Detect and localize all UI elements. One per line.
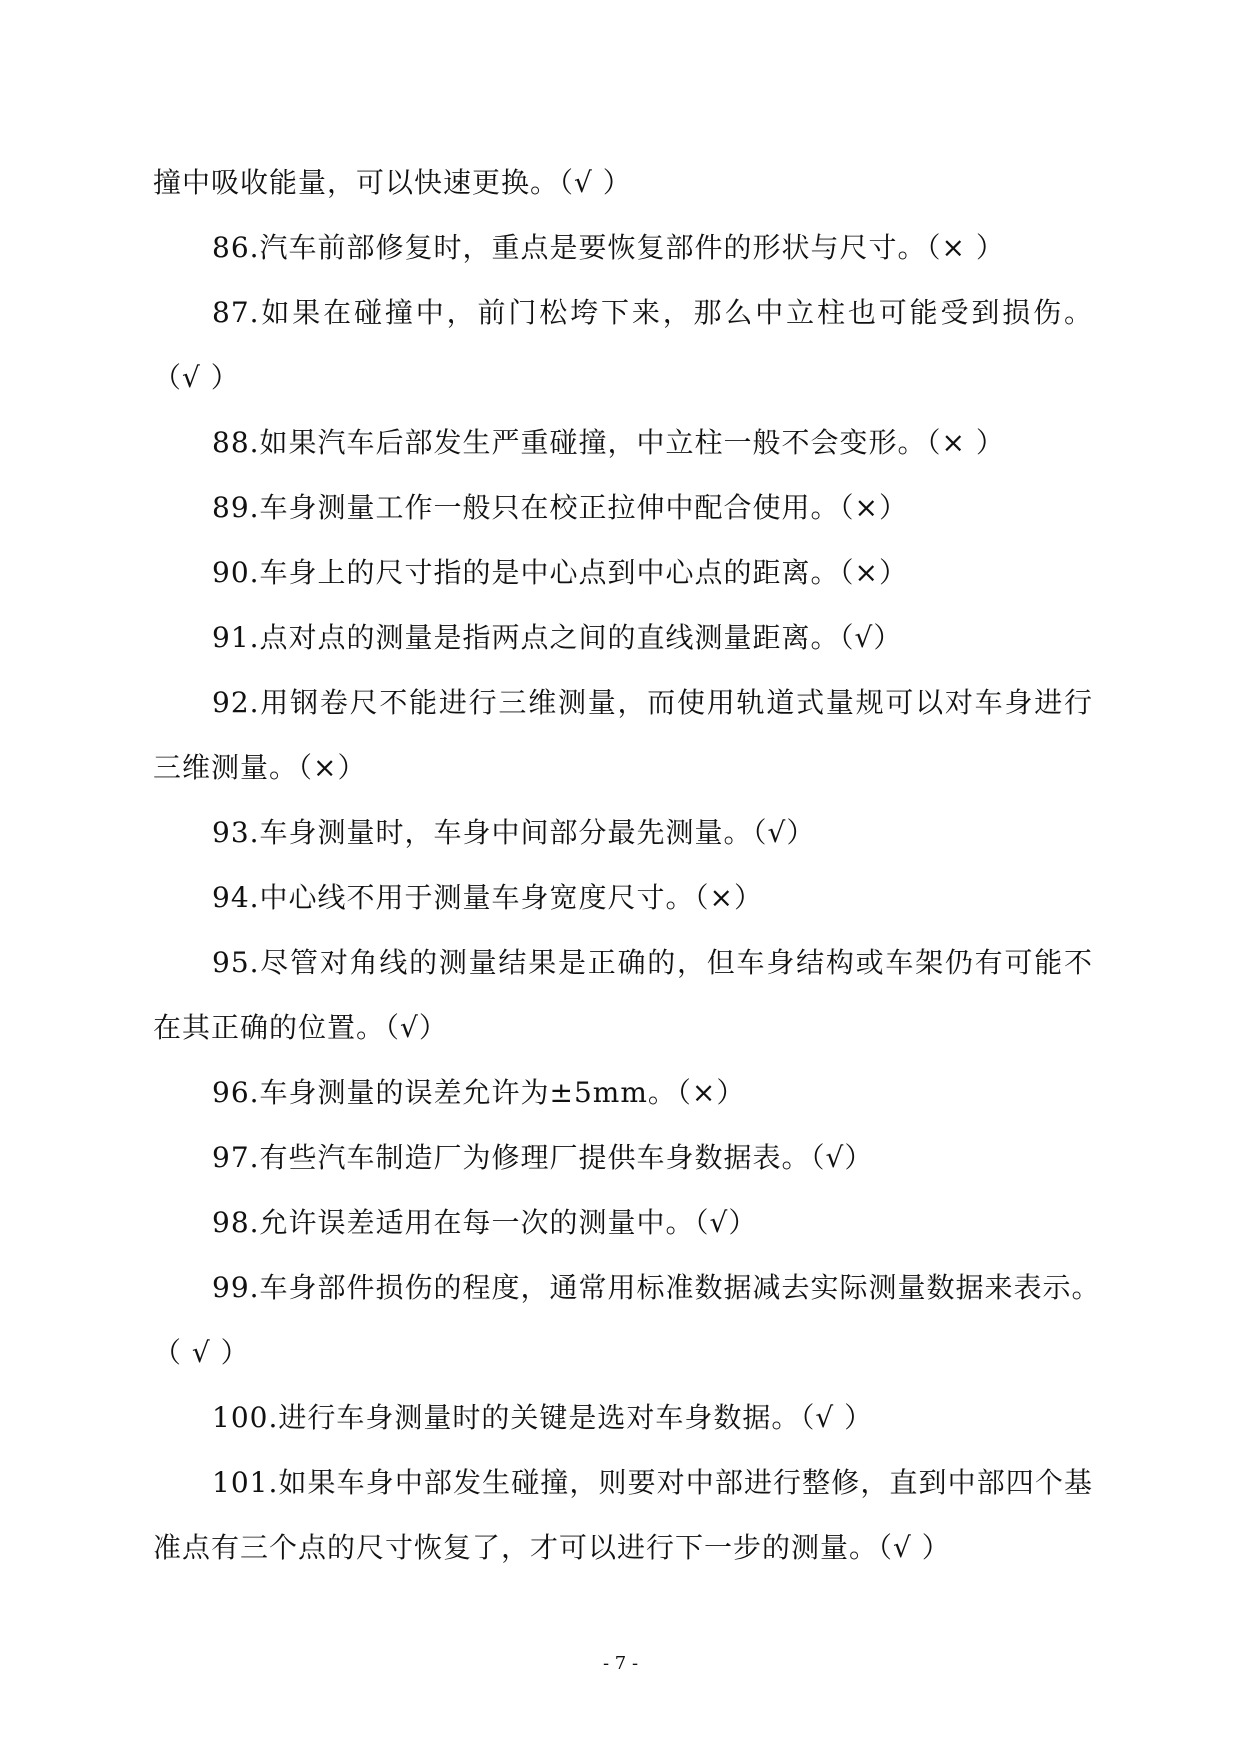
- question-92: 92.用钢卷尺不能进行三维测量，而使用轨道式量规可以对车身进行: [212, 686, 1093, 719]
- page-number: - 7 -: [602, 1653, 639, 1674]
- text-line: 撞中吸收能量，可以快速更换。（√ ）: [153, 166, 632, 199]
- question-87-answer: （√ ）: [153, 361, 240, 394]
- question-86: 86.汽车前部修复时，重点是要恢复部件的形状与尺寸。（× ）: [212, 231, 1005, 264]
- question-99: 99.车身部件损伤的程度，通常用标准数据减去实际测量数据来表示。: [212, 1271, 1101, 1304]
- question-101-continued: 准点有三个点的尺寸恢复了，才可以进行下一步的测量。（√ ）: [153, 1531, 951, 1564]
- question-99-answer: （ √ ）: [153, 1336, 250, 1369]
- question-96: 96.车身测量的误差允许为±5mm。（×）: [212, 1076, 746, 1109]
- question-92-continued: 三维测量。（×）: [153, 751, 367, 784]
- question-98: 98.允许误差适用在每一次的测量中。（√）: [212, 1206, 758, 1239]
- question-94: 94.中心线不用于测量车身宽度尺寸。（×）: [212, 881, 763, 914]
- question-89: 89.车身测量工作一般只在校正拉伸中配合使用。（×）: [212, 491, 908, 524]
- question-93: 93.车身测量时，车身中间部分最先测量。（√）: [212, 816, 816, 849]
- question-91: 91.点对点的测量是指两点之间的直线测量距离。（√）: [212, 621, 903, 654]
- question-90: 90.车身上的尺寸指的是中心点到中心点的距离。（×）: [212, 556, 908, 589]
- question-87: 87.如果在碰撞中，前门松垮下来，那么中立柱也可能受到损伤。: [212, 296, 1093, 329]
- question-95: 95.尽管对角线的测量结果是正确的，但车身结构或车架仍有可能不: [212, 946, 1093, 979]
- question-95-continued: 在其正确的位置。（√）: [153, 1011, 448, 1044]
- question-88: 88.如果汽车后部发生严重碰撞，中立柱一般不会变形。（× ）: [212, 426, 1005, 459]
- document-body: [153, 158, 1101, 1588]
- question-100: 100.进行车身测量时的关键是选对车身数据。（√ ）: [212, 1401, 874, 1434]
- question-101: 101.如果车身中部发生碰撞，则要对中部进行整修，直到中部四个基: [212, 1466, 1093, 1499]
- question-97: 97.有些汽车制造厂为修理厂提供车身数据表。（√）: [212, 1141, 874, 1174]
